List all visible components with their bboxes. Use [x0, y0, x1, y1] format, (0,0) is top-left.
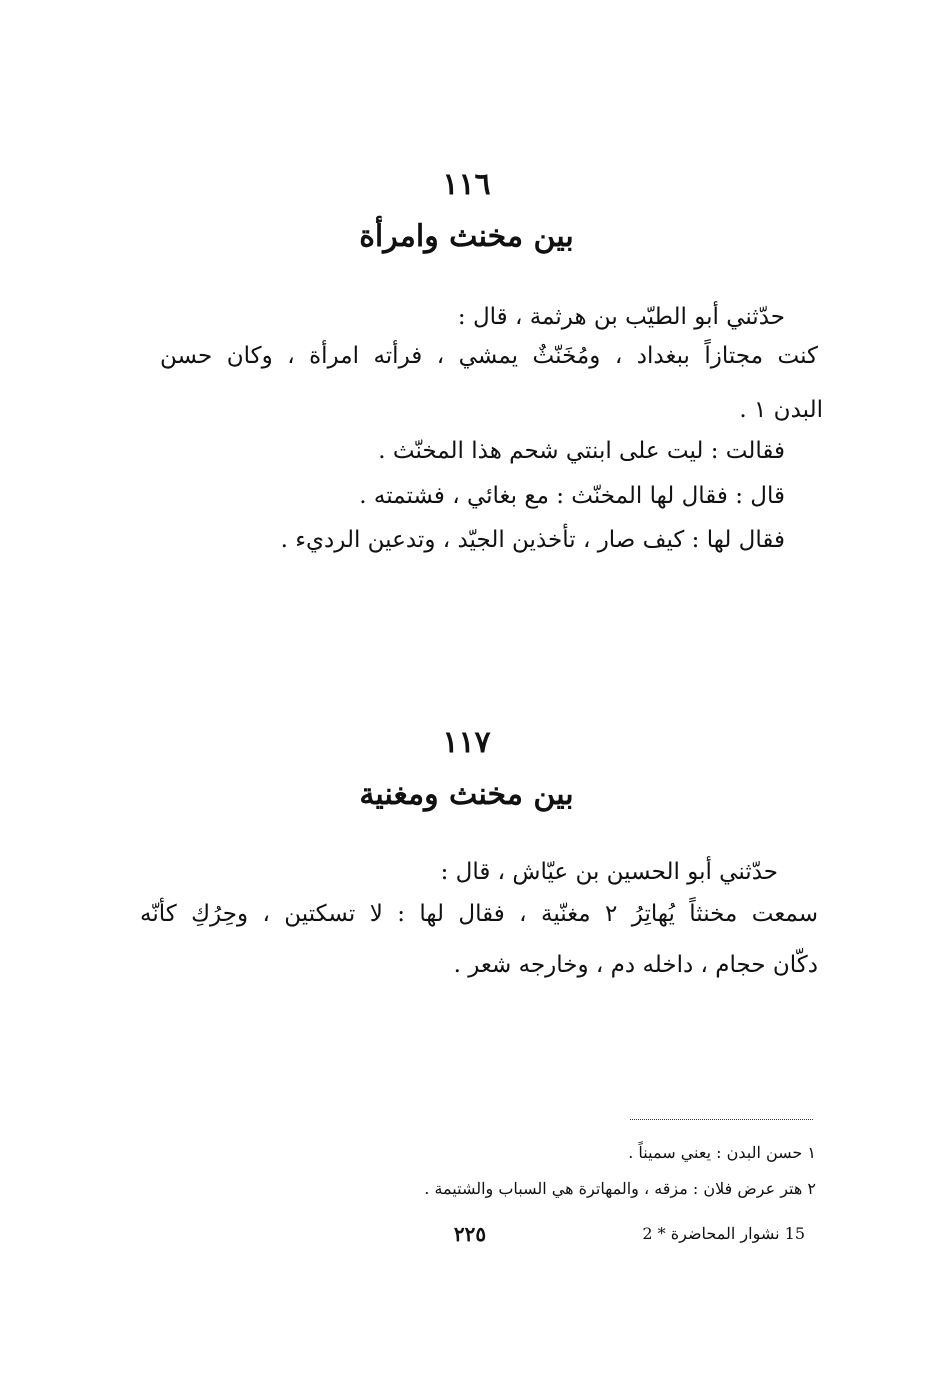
footnote-divider	[630, 1119, 813, 1120]
footnote: ٢ هتر عرض فلان : مزقه ، والمهاترة هي السباب والشتيمة .	[424, 1179, 816, 1198]
text-line: دكّان حجام ، داخله دم ، وخارجه شعر .	[453, 952, 818, 978]
section-title: بين مخنث وامرأة	[359, 219, 574, 254]
page-number: ٢٢٥	[453, 1222, 487, 1246]
text-line: حدّثني أبو الحسين بن عيّاش ، قال :	[440, 859, 778, 885]
text-line: فقال لها : كيف صار ، تأخذين الجيّد ، وتدعين الرديء .	[280, 527, 785, 553]
text-line: قال : فقال لها المخنّث : مع بغائي ، فشتمته .	[359, 483, 785, 509]
section-number: ١١٦	[442, 167, 491, 202]
section-number: ١١٧	[442, 725, 491, 760]
footnote: ١ حسن البدن : يعني سميناً .	[628, 1143, 816, 1162]
printer-signature: 15 نشوار المحاضرة * 2	[642, 1224, 805, 1243]
text-line: كنت مجتازاً ببغداد ، ومُخَنّثٌ يمشي ، فرأته امرأة ، وكان حسن	[160, 343, 818, 369]
text-line: حدّثني أبو الطيّب بن هرثمة ، قال :	[457, 304, 785, 330]
text-line: فقالت : ليت على ابنتي شحم هذا المخنّث .	[378, 438, 785, 464]
section-title: بين مخنث ومغنية	[359, 777, 574, 812]
text-line: سمعت مخنثاً يُهاتِرُ ٢ مغنّية ، فقال لها : لا تسكتين ، وحِرُكِ كأنّه	[140, 901, 818, 927]
text-line: البدن ١ .	[739, 397, 823, 423]
